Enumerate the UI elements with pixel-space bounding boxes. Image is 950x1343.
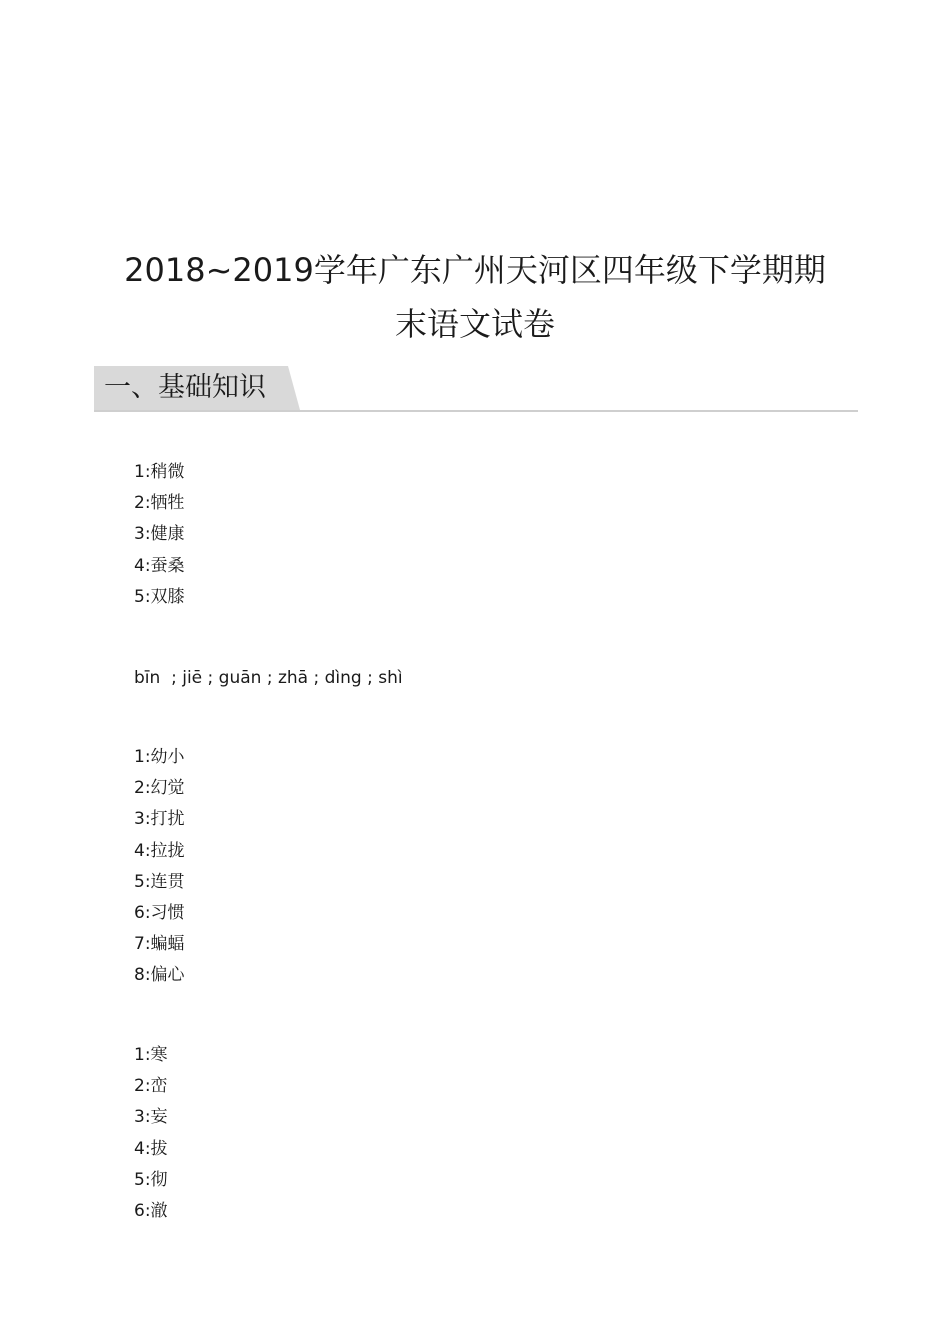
answer-item: 1:稍微	[134, 462, 185, 482]
section-title: 一、基础知识	[104, 372, 266, 403]
answer-item: 2:幻觉	[134, 778, 185, 799]
answer-item: 5:彻	[134, 1169, 168, 1190]
answer-item: 3:打扰	[134, 809, 185, 830]
answer-item: 4:蚕桑	[134, 555, 185, 576]
answer-item: 4:拉拢	[134, 840, 185, 861]
document-title	[0, 243, 950, 351]
answer-item: 5:双膝	[134, 586, 185, 607]
answer-item: 6:澈	[134, 1200, 168, 1221]
answer-item: 4:拔	[134, 1138, 168, 1159]
answer-item: 1:寒	[134, 1045, 168, 1065]
answer-item: 3:健康	[134, 524, 185, 545]
answer-item: 2:峦	[134, 1076, 168, 1097]
answer-item: 8:偏心	[134, 965, 185, 986]
answer-item: 7:蝙蝠	[134, 934, 185, 955]
pinyin-answer-line: bīn ; jiē ; guān ; zhā ; dìng ; shì	[134, 668, 403, 688]
section-header	[94, 366, 858, 412]
answer-item: 3:妄	[134, 1107, 168, 1128]
answer-group-3	[134, 1040, 168, 1227]
answer-item: 2:牺牲	[134, 493, 185, 514]
answer-item: 5:连贯	[134, 871, 185, 892]
answer-group-2	[134, 742, 185, 992]
section-divider	[94, 410, 858, 412]
document-title-line-2: 末语文试卷	[394, 305, 555, 344]
document-title-line-1: 2018~2019学年广东广州天河区四年级下学期期	[124, 251, 826, 290]
answer-item: 6:习惯	[134, 902, 185, 923]
answer-group-1	[134, 457, 185, 613]
answer-item: 1:幼小	[134, 747, 185, 767]
